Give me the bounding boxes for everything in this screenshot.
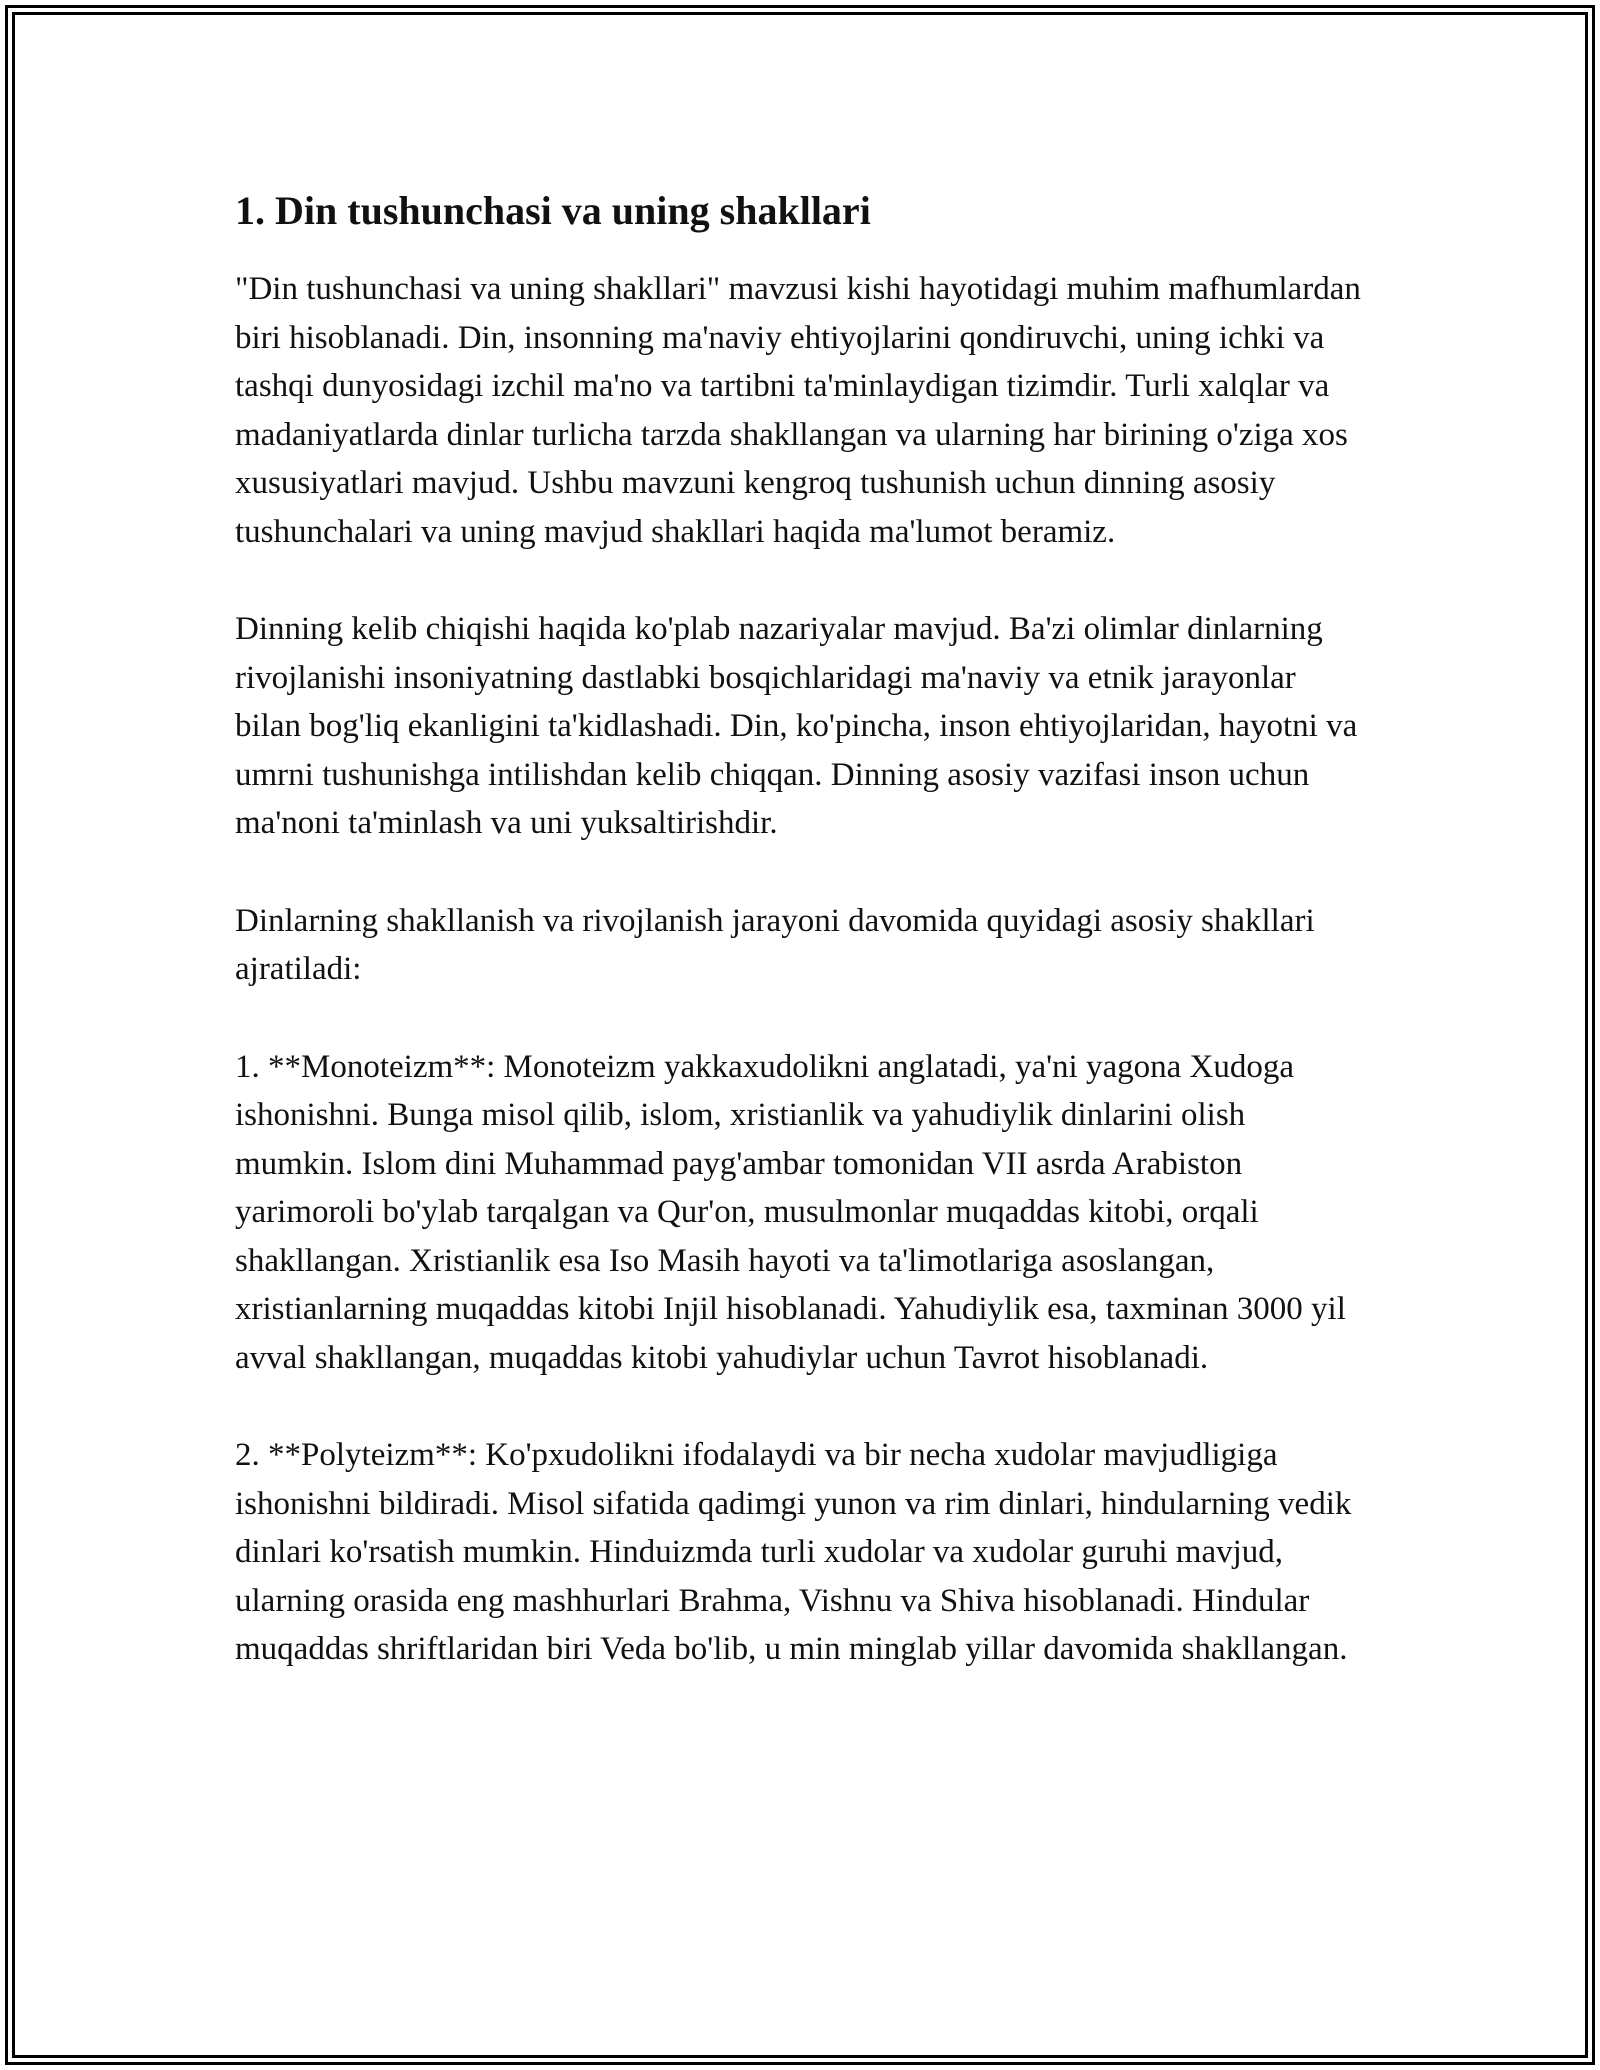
paragraph-origin: Dinning kelib chiqishi haqida ko'plab nazariyalar mavjud. Ba'zi olimlar dinlarning rivojlanishi insoniyatning dastlabki bosqichlaridagi ma'naviy va etnik jarayonlar bilan bog'liq ekanligini ta'kidlashadi. Din, ko'pincha, inson ehtiyojlaridan, hayotni va umrni tushunishga intilishdan kelib chiqqan. Dinning asosiy vazifasi inson uchun ma'noni ta'minlash va uni yuksaltirishdir. [235, 611, 1358, 841]
document-body [235, 185, 1365, 1723]
paragraph-forms-intro: Dinlarning shakllanish va rivojlanish jarayoni davomida quyidagi asosiy shakllari ajratiladi: [235, 902, 1315, 987]
paragraph-monotheism: 1. **Monoteizm**: Monoteizm yakkaxudolikni anglatadi, ya'ni yagona Xudoga ishonishni. Bunga misol qilib, islom, xristianlik va yahudiylik dinlarini olish mumkin. Islom dini Muhammad payg'ambar tomonidan VII asrda Arabiston yarimoroli bo'ylab tarqalgan va Qur'on, musulmonlar muqaddas kitobi, orqali shakllangan. Xristianlik esa Iso Masih hayoti va ta'limotlariga asoslangan, xristianlarning muqaddas kitobi Injil hisoblanadi. Yahudiylik esa, taxminan 3000 yil avval shakllangan, muqaddas kitobi yahudiylar uchun Tavrot hisoblanadi. [235, 1048, 1346, 1376]
paragraph-intro: "Din tushunchasi va uning shakllari" mavzusi kishi hayotidagi muhim mafhumlardan biri hisoblanadi. Din, insonning ma'naviy ehtiyojlarini qondiruvchi, uning ichki va tashqi dunyosidagi izchil ma'no va tartibni ta'minlaydigan tizimdir. Turli xalqlar va madaniyatlarda dinlar turlicha tarzda shakllangan va ularning har birining o'ziga xos xususiyatlari mavjud. Ushbu mavzuni kengroq tushunish uchun dinning asosiy tushunchalari va uning mavjud shakllari haqida ma'lumot beramiz. [235, 271, 1361, 550]
section-heading: 1. Din tushunchasi va uning shakllari [235, 188, 871, 233]
paragraph-polytheism: 2. **Polyteizm**: Ko'pxudolikni ifodalaydi va bir necha xudolar mavjudligiga ishonishni bildiradi. Misol sifatida qadimgi yunon va rim dinlari, hindularning vedik dinlari ko'rsatish mumkin. Hinduizmda turli xudolar va xudolar guruhi mavjud, ularning orasida eng mashhurlari Brahma, Vishnu va Shiva hisoblanadi. Hindular muqaddas shriftlaridan biri Veda bo'lib, u min minglab yillar davomida shakllangan. [235, 1437, 1352, 1667]
